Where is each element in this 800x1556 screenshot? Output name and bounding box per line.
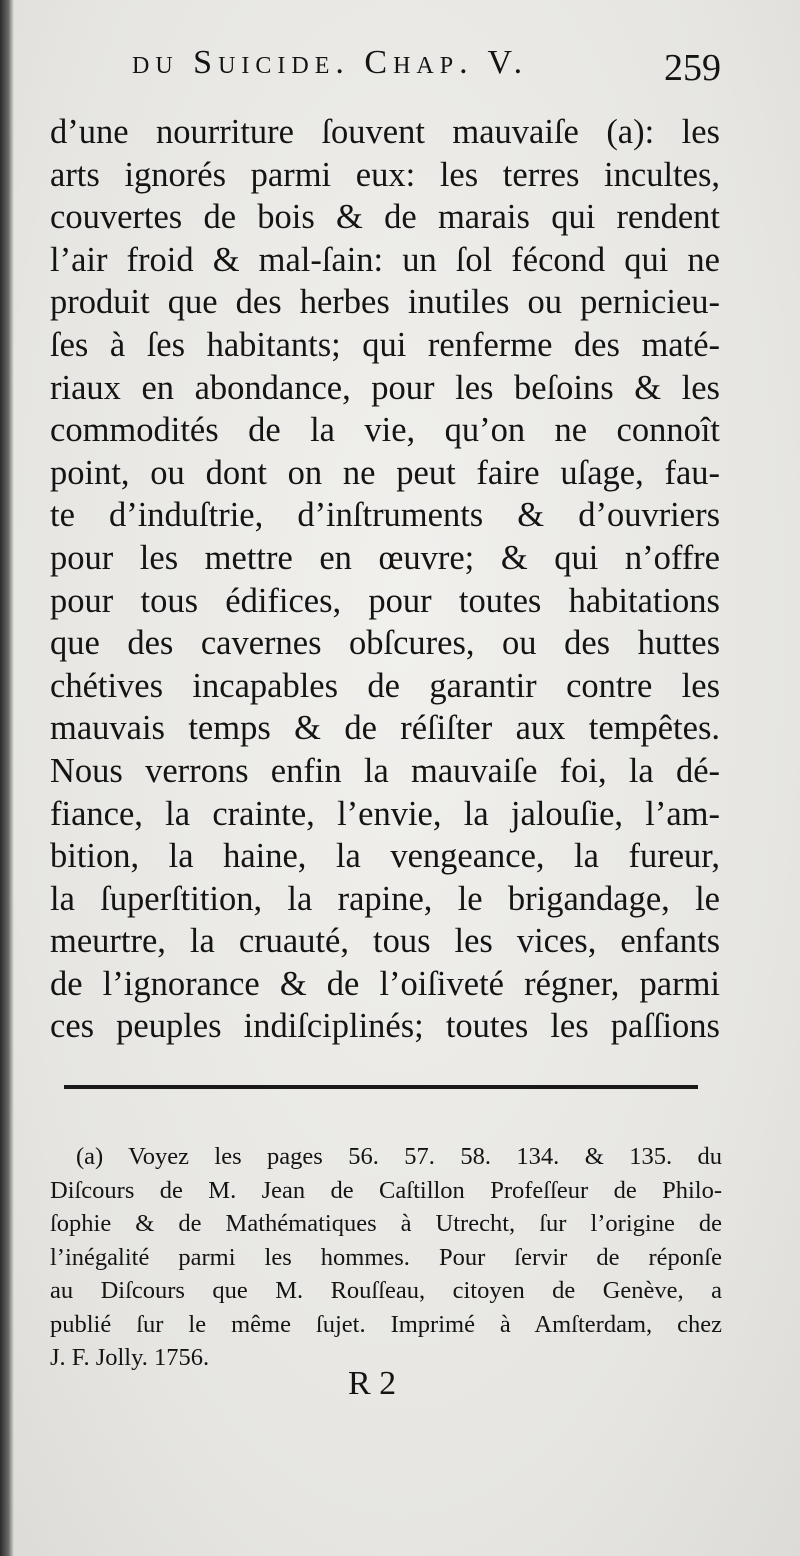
signature-mark: R 2 — [348, 1365, 397, 1402]
footnote-line: au Diſcours que M. Rouſſeau, citoyen de Genève, a — [50, 1277, 722, 1304]
body-line: de l’ignorance & de l’oiſiveté régner, parmi — [50, 964, 720, 1003]
body-text — [50, 111, 720, 1048]
body-line: pour tous édifices, pour toutes habitations — [50, 581, 720, 620]
body-line: riaux en abondance, pour les beſoins & les — [50, 368, 720, 407]
page-left-edge-shadow — [0, 0, 14, 1556]
body-line: commodités de la vie, qu’on ne connoît — [50, 411, 720, 450]
footnote-separator-rule — [64, 1085, 698, 1089]
body-line: pour les mettre en œuvre; & qui n’offre — [50, 538, 720, 577]
body-line: chétives incapables de garantir contre les — [50, 666, 720, 705]
body-line: bition, la haine, la vengeance, la fureur, — [50, 837, 720, 876]
body-line: arts ignorés parmi eux: les terres incultes, — [50, 155, 720, 194]
footnote-line: J. F. Jolly. 1756. — [50, 1344, 210, 1371]
body-line: point, ou dont on ne peut faire uſage, fau- — [50, 453, 720, 492]
footnote-line: publié ſur le même ſujet. Imprimé à Amſterdam, chez — [50, 1310, 722, 1338]
body-line: meurtre, la cruauté, tous les vices, enfants — [50, 922, 720, 961]
page-header — [0, 44, 800, 104]
page-number: 259 — [664, 47, 721, 89]
body-line: que des cavernes obſcures, ou des huttes — [50, 624, 720, 663]
footnote-line: l’inégalité parmi les hommes. Pour ſervir de réponſe — [50, 1243, 722, 1271]
footnote-line: Diſcours de M. Jean de Caſtillon Profeſſeur de Philo- — [50, 1176, 722, 1204]
footnote — [50, 1140, 722, 1375]
body-line: couvertes de bois & de marais qui rendent — [50, 198, 720, 237]
body-line: produit que des herbes inutiles ou pernicieu- — [50, 283, 720, 322]
body-line: la ſuperſtition, la rapine, le brigandage, le — [50, 879, 720, 918]
body-line: fiance, la crainte, l’envie, la jalouſie, l’am- — [50, 794, 720, 833]
body-line: ces peuples indiſciplinés; toutes les paſſions — [50, 1007, 720, 1046]
body-line: mauvais temps & de réſiſter aux tempêtes. — [50, 709, 720, 748]
body-line: ſes à ſes habitants; qui renferme des maté- — [50, 325, 720, 364]
body-line: d’une nourriture ſouvent mauvaiſe (a): les — [50, 113, 720, 151]
running-head: du Suicide. Chap. V. — [132, 44, 529, 81]
body-line: te d’induſtrie, d’inſtruments & d’ouvriers — [50, 496, 720, 535]
body-line: l’air froid & mal-ſain: un ſol fécond qui ne — [50, 240, 720, 279]
footnote-line: (a) Voyez les pages 56. 57. 58. 134. & 135. du — [76, 1143, 722, 1170]
body-line: Nous verrons enfin la mauvaiſe foi, la dé- — [50, 751, 720, 790]
footnote-line: ſophie & de Mathématiques à Utrecht, ſur l’origine de — [50, 1210, 722, 1237]
